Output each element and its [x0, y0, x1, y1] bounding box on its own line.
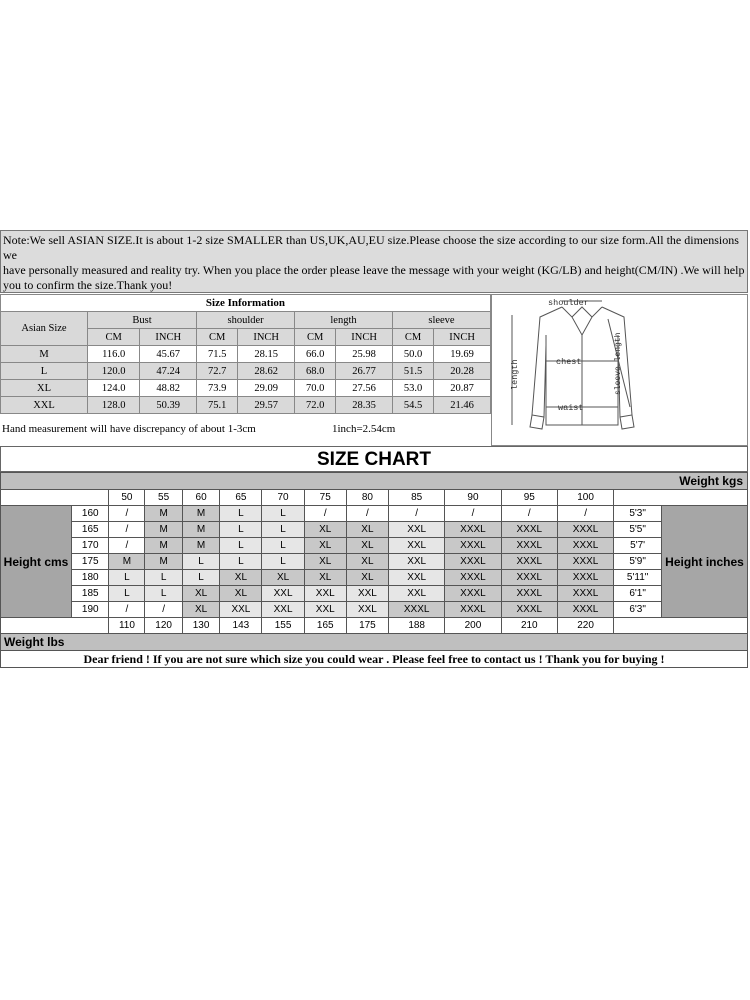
size-cell: XXL	[346, 586, 388, 602]
size-cell: XXL	[262, 586, 304, 602]
size-chart-table	[0, 472, 748, 668]
size-row	[1, 397, 491, 414]
size-cell: L	[220, 538, 262, 554]
size-cell: XXXL	[501, 570, 557, 586]
weight-lb-value: 143	[220, 618, 262, 634]
size-value: 29.57	[238, 397, 295, 414]
size-row	[1, 363, 491, 380]
size-cell: XL	[346, 554, 388, 570]
size-cell: M	[182, 538, 219, 554]
weight-lb-value: 110	[109, 618, 145, 634]
weight-kg-value: 80	[346, 490, 388, 506]
size-cell: L	[262, 506, 304, 522]
size-note	[0, 230, 748, 293]
height-cm-value: 185	[72, 586, 109, 602]
size-value: 54.5	[392, 397, 433, 414]
size-value: 75.1	[197, 397, 238, 414]
size-value: 28.62	[238, 363, 295, 380]
note-line-1: Note:We sell ASIAN SIZE.It is about 1-2 size SMALLER than US,UK,AU,EU size.Please choose the size according to our size form.All the dimensions we	[3, 233, 739, 262]
chart-row	[1, 602, 748, 618]
size-value: 50.0	[392, 346, 433, 363]
corner-cell	[614, 490, 748, 506]
size-cell: XXL	[262, 602, 304, 618]
size-value: 25.98	[336, 346, 393, 363]
weight-kg-value: 65	[220, 490, 262, 506]
size-value: 28.15	[238, 346, 295, 363]
size-label: L	[1, 363, 88, 380]
size-cell: L	[109, 570, 145, 586]
size-cell: L	[182, 570, 219, 586]
corner-cell	[1, 618, 109, 634]
size-cell: /	[389, 506, 445, 522]
height-inch-value: 5'5"	[614, 522, 662, 538]
unit-header: CM	[197, 329, 238, 346]
size-cell: L	[262, 522, 304, 538]
size-cell: XXL	[389, 522, 445, 538]
size-cell: XL	[220, 570, 262, 586]
size-cell: L	[145, 570, 182, 586]
size-value: 27.56	[336, 380, 393, 397]
size-cell: /	[109, 602, 145, 618]
size-cell: XL	[346, 522, 388, 538]
group-header: sleeve	[392, 312, 490, 329]
size-cell: XL	[304, 538, 346, 554]
size-cell: XXXL	[445, 570, 501, 586]
weight-kg-value: 55	[145, 490, 182, 506]
size-value: 29.09	[238, 380, 295, 397]
diagram-shoulder-label: shoulder	[548, 298, 589, 308]
weight-lb-value: 165	[304, 618, 346, 634]
size-cell: XXXL	[445, 538, 501, 554]
size-cell: L	[220, 522, 262, 538]
weight-kg-value: 60	[182, 490, 219, 506]
size-value: 50.39	[140, 397, 197, 414]
size-cell: M	[182, 506, 219, 522]
size-cell: XXL	[346, 602, 388, 618]
size-cell: XL	[220, 586, 262, 602]
size-cell: XXL	[389, 586, 445, 602]
size-cell: XL	[304, 570, 346, 586]
size-sheet	[0, 230, 750, 682]
size-value: 48.82	[140, 380, 197, 397]
chart-row	[1, 538, 748, 554]
height-inch-value: 6'3"	[614, 602, 662, 618]
weight-lb-value: 130	[182, 618, 219, 634]
corner-cell	[1, 490, 109, 506]
size-cell: XL	[304, 554, 346, 570]
weight-kg-value: 95	[501, 490, 557, 506]
size-row	[1, 380, 491, 397]
group-header: shoulder	[197, 312, 295, 329]
size-cell: XXXL	[557, 602, 613, 618]
size-label: XL	[1, 380, 88, 397]
size-value: 47.24	[140, 363, 197, 380]
size-cell: /	[109, 538, 145, 554]
size-cell: L	[220, 506, 262, 522]
hand-measure-note: Hand measurement will have discrepancy of about 1-3cm	[2, 423, 256, 435]
size-info-title: Size Information	[1, 295, 491, 312]
size-cell: XXXL	[501, 586, 557, 602]
height-inch-value: 5'7'	[614, 538, 662, 554]
weight-lb-value: 200	[445, 618, 501, 634]
size-cell: XXXL	[445, 522, 501, 538]
weight-lb-value: 210	[501, 618, 557, 634]
size-cell: XXL	[389, 570, 445, 586]
weight-kg-value: 50	[109, 490, 145, 506]
size-cell: XL	[304, 522, 346, 538]
size-value: 45.67	[140, 346, 197, 363]
unit-header: CM	[295, 329, 336, 346]
size-value: 20.87	[434, 380, 491, 397]
note-line-2: have personally measured and reality try. When you place the order please leave the message with your weight (KG/LB) and height(CM/IN) .We will help you to confirm the size.Thank you!	[3, 263, 745, 292]
size-cell: XXXL	[445, 554, 501, 570]
unit-header: INCH	[434, 329, 491, 346]
weight-lb-value: 188	[389, 618, 445, 634]
chart-row	[1, 570, 748, 586]
size-cell: /	[557, 506, 613, 522]
size-cell: XXL	[389, 538, 445, 554]
size-cell: XXXL	[557, 586, 613, 602]
size-cell: L	[182, 554, 219, 570]
height-cm-value: 180	[72, 570, 109, 586]
size-value: 26.77	[336, 363, 393, 380]
size-value: 20.28	[434, 363, 491, 380]
size-cell: M	[109, 554, 145, 570]
weight-kg-value: 85	[389, 490, 445, 506]
height-inch-value: 5'3"	[614, 506, 662, 522]
size-value: 53.0	[392, 380, 433, 397]
size-cell: XXL	[220, 602, 262, 618]
size-cell: XXL	[389, 554, 445, 570]
size-value: 120.0	[88, 363, 140, 380]
size-value: 124.0	[88, 380, 140, 397]
unit-header: CM	[88, 329, 140, 346]
size-value: 73.9	[197, 380, 238, 397]
corner-cell	[614, 618, 748, 634]
unit-header: INCH	[336, 329, 393, 346]
size-cell: XXXL	[557, 570, 613, 586]
weight-kgs-header: Weight kgs	[1, 473, 748, 490]
size-value: 21.46	[434, 397, 491, 414]
size-cell: XXXL	[389, 602, 445, 618]
size-cell: XXXL	[501, 602, 557, 618]
height-inch-value: 6'1"	[614, 586, 662, 602]
weight-kg-value: 75	[304, 490, 346, 506]
size-cell: /	[445, 506, 501, 522]
weight-lb-value: 220	[557, 618, 613, 634]
unit-header: INCH	[140, 329, 197, 346]
size-cell: /	[501, 506, 557, 522]
height-cms-label: Height cms	[1, 506, 72, 618]
size-cell: XL	[346, 570, 388, 586]
size-cell: M	[145, 506, 182, 522]
size-cell: XL	[262, 570, 304, 586]
size-cell: XXXL	[557, 554, 613, 570]
height-cm-value: 165	[72, 522, 109, 538]
weight-lb-value: 155	[262, 618, 304, 634]
size-cell: XXL	[304, 586, 346, 602]
shirt-diagram-svg	[492, 295, 747, 445]
size-cell: /	[145, 602, 182, 618]
chart-row	[1, 586, 748, 602]
size-label: M	[1, 346, 88, 363]
size-cell: /	[346, 506, 388, 522]
size-cell: M	[145, 522, 182, 538]
diagram-waist-label: waist	[558, 403, 584, 413]
size-value: 71.5	[197, 346, 238, 363]
size-value: 51.5	[392, 363, 433, 380]
size-cell: XXXL	[445, 586, 501, 602]
size-cell: XXXL	[501, 522, 557, 538]
diagram-sleeve-label: sleeve length	[614, 332, 623, 395]
group-header: length	[295, 312, 393, 329]
size-cell: XXXL	[445, 602, 501, 618]
weight-lb-value: 120	[145, 618, 182, 634]
height-cm-value: 160	[72, 506, 109, 522]
size-cell: XL	[182, 586, 219, 602]
chart-row	[1, 506, 748, 522]
size-cell: M	[145, 538, 182, 554]
size-cell: XL	[182, 602, 219, 618]
inch-conversion-note: 1inch=2.54cm	[332, 423, 396, 435]
shirt-measurement-diagram	[491, 294, 748, 446]
size-cell: L	[262, 538, 304, 554]
size-cell: L	[220, 554, 262, 570]
weight-lb-value: 175	[346, 618, 388, 634]
weight-kg-value: 70	[262, 490, 304, 506]
size-cell: XXXL	[501, 538, 557, 554]
size-cell: XXL	[304, 602, 346, 618]
size-value: 19.69	[434, 346, 491, 363]
height-inch-value: 5'9"	[614, 554, 662, 570]
size-value: 128.0	[88, 397, 140, 414]
size-value: 68.0	[295, 363, 336, 380]
diagram-chest-label: chest	[556, 357, 582, 367]
size-cell: L	[145, 586, 182, 602]
group-header: Bust	[88, 312, 197, 329]
weight-lbs-header: Weight lbs	[1, 634, 748, 651]
asian-size-header: Asian Size	[1, 312, 88, 346]
height-cm-value: 175	[72, 554, 109, 570]
size-cell: /	[109, 506, 145, 522]
size-cell: M	[145, 554, 182, 570]
unit-header: CM	[392, 329, 433, 346]
height-inches-label: Height inches	[662, 506, 748, 618]
size-cell: L	[109, 586, 145, 602]
size-cell: /	[109, 522, 145, 538]
size-value: 70.0	[295, 380, 336, 397]
chart-row	[1, 554, 748, 570]
height-cm-value: 170	[72, 538, 109, 554]
diagram-length-label: length	[510, 359, 520, 390]
size-value: 72.0	[295, 397, 336, 414]
size-chart-title: SIZE CHART	[0, 446, 748, 472]
chart-row	[1, 522, 748, 538]
size-label: XXL	[1, 397, 88, 414]
size-value: 28.35	[336, 397, 393, 414]
size-cell: XXXL	[557, 538, 613, 554]
height-inch-value: 5'11"	[614, 570, 662, 586]
size-value: 116.0	[88, 346, 140, 363]
weight-kg-value: 90	[445, 490, 501, 506]
size-value: 72.7	[197, 363, 238, 380]
unit-header: INCH	[238, 329, 295, 346]
size-cell: L	[262, 554, 304, 570]
contact-footer: Dear friend ! If you are not sure which size you could wear . Please feel free to contact us ! Thank you for buying !	[1, 651, 748, 668]
weight-kg-value: 100	[557, 490, 613, 506]
height-cm-value: 190	[72, 602, 109, 618]
size-cell: /	[304, 506, 346, 522]
size-cell: XL	[346, 538, 388, 554]
size-information-table	[0, 294, 491, 414]
size-cell: XXXL	[557, 522, 613, 538]
size-cell: M	[182, 522, 219, 538]
size-cell: XXXL	[501, 554, 557, 570]
size-row	[1, 346, 491, 363]
size-value: 66.0	[295, 346, 336, 363]
